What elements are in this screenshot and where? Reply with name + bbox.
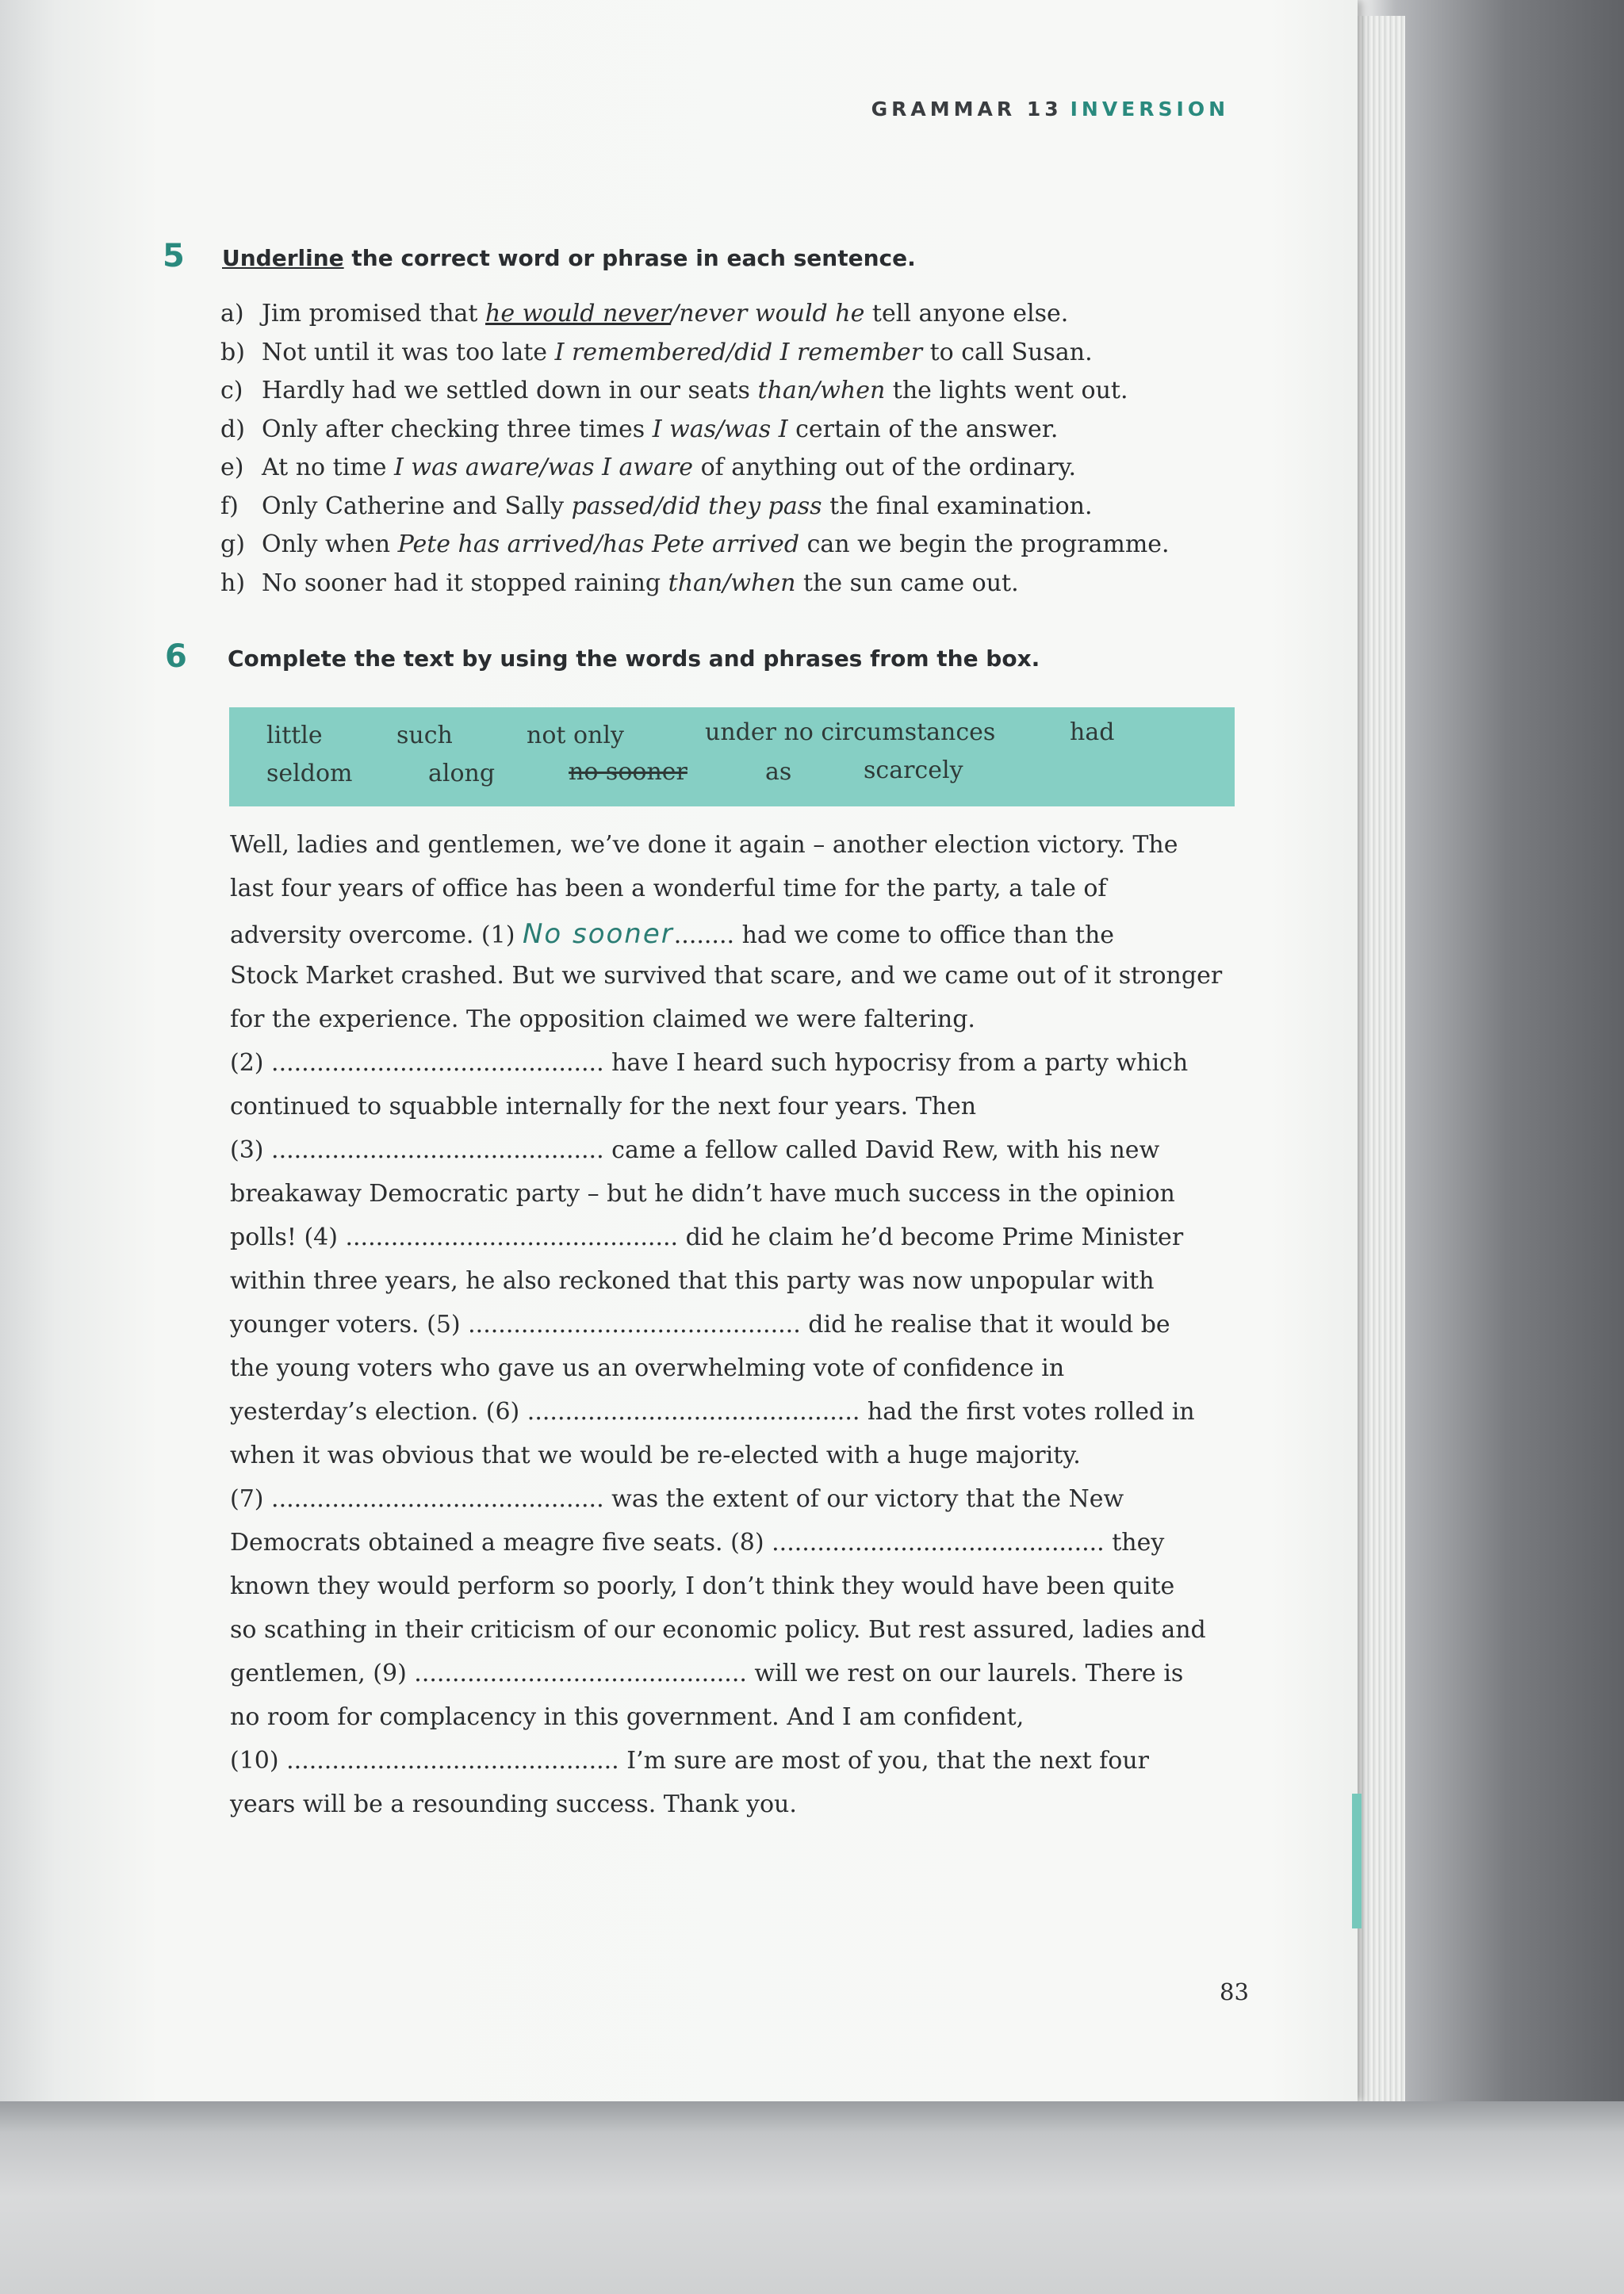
option-1[interactable]: Pete has arrived [397, 530, 595, 558]
passage-line: when it was obvious that we would be re-elected with a huge majority. [230, 1442, 1081, 1469]
option-2[interactable]: was I [724, 415, 788, 443]
word-box-item: had [1070, 718, 1115, 746]
passage-line: younger voters. (5) ............................................ did he realise that it would be [230, 1311, 1170, 1338]
handwritten-answer: No sooner [522, 918, 674, 950]
passage-line: so scathing in their criticism of our economic policy. But rest assured, ladies and [230, 1616, 1206, 1644]
option-1[interactable]: he would never [485, 300, 672, 327]
option-2[interactable]: did I remember [734, 338, 923, 366]
exercise-item: g) Only when Pete has arrived/has Pete arrived can we begin the programme. [220, 530, 1170, 558]
exercise-6-instruction: Complete the text by using the words and phrases from the box. [228, 645, 1040, 672]
passage-line: polls! (4) ............................................ did he claim he’d become Prime Minister [230, 1224, 1184, 1251]
word-box-item: scarcely [864, 756, 963, 784]
word-box-item: under no circumstances [705, 718, 996, 746]
scan-bottom-shadow [0, 2101, 1624, 2294]
option-1[interactable]: passed [571, 492, 655, 520]
passage-line: within three years, he also reckoned that this party was now unpopular with [230, 1267, 1155, 1295]
option-2[interactable]: when [730, 569, 796, 597]
exercise-5-items [220, 295, 1251, 603]
passage-line: breakaway Democratic party – but he didn’t have much success in the opinion [230, 1180, 1175, 1208]
exercise-item: h) No sooner had it stopped raining than/when the sun came out. [220, 569, 1019, 597]
option-2[interactable]: did they pass [662, 492, 822, 520]
option-2[interactable]: has Pete arrived [602, 530, 800, 558]
passage-line: (3) ............................................ came a fellow called David Rew, with his new [230, 1136, 1160, 1164]
word-box-item-crossed-out: no sooner [569, 758, 688, 786]
option-2[interactable]: when [820, 377, 886, 404]
passage-line: gentlemen, (9) ............................................ will we rest on our laurels. There is [230, 1660, 1184, 1687]
instruction-rest: the correct word or phrase in each sentence. [343, 245, 916, 271]
option-1[interactable]: I was [652, 415, 717, 443]
exercise-item: c) Hardly had we settled down in our seats than/when the lights went out. [220, 377, 1128, 404]
running-head-section: INVERSION [1070, 98, 1229, 121]
running-head-title: GRAMMAR 13 [871, 98, 1063, 121]
exercise-5-number: 5 [163, 238, 185, 274]
passage-line: no room for complacency in this government. And I am confident, [230, 1703, 1025, 1731]
word-box [229, 707, 1235, 806]
word-box-item: as [765, 758, 792, 786]
exercise-item: b) Not until it was too late I remembered/did I remember to call Susan. [220, 338, 1093, 366]
passage-line: Stock Market crashed. But we survived that scare, and we came out of it stronger [230, 962, 1223, 990]
instruction-underline-word: Underline [222, 245, 344, 271]
passage-line: for the experience. The opposition claimed we were faltering. [230, 1005, 975, 1033]
passage-line: (2) ............................................ have I heard such hypocrisy from a party which [230, 1049, 1189, 1077]
option-2[interactable]: was I aware [547, 454, 694, 481]
exercise-6-number: 6 [165, 638, 187, 675]
passage-line: last four years of office has been a wonderful time for the party, a tale of [230, 875, 1107, 902]
exercise-item: e) At no time I was aware/was I aware of anything out of the ordinary. [220, 454, 1077, 481]
option-1[interactable]: than [668, 569, 723, 597]
passage-line: years will be a resounding success. Thank you. [230, 1790, 797, 1818]
passage-line: (7) ............................................ was the extent of our victory that the New [230, 1485, 1124, 1513]
passage-line: continued to squabble internally for the next four years. Then [230, 1093, 977, 1120]
option-1[interactable]: I was aware [394, 454, 540, 481]
passage-line: adversity overcome. (1) No sooner........ had we come to office than the [230, 918, 1115, 950]
option-1[interactable]: I remembered [554, 338, 726, 366]
chapter-thumb-tab [1352, 1794, 1362, 1928]
page-number: 83 [1220, 1978, 1249, 2005]
passage-line: known they would perform so poorly, I don’t think they would have been quite [230, 1572, 1175, 1600]
exercise-5-instruction [222, 245, 916, 271]
word-box-item: little [266, 722, 323, 749]
exercise-item: d) Only after checking three times I was/was I certain of the answer. [220, 415, 1059, 443]
word-box-item: not only [527, 722, 624, 749]
word-box-item: along [428, 760, 496, 787]
exercise-item: a) Jim promised that he would never/never would he tell anyone else. [220, 300, 1069, 327]
running-head [871, 98, 1229, 121]
option-2[interactable]: never would he [679, 300, 865, 327]
exercise-item: f) Only Catherine and Sally passed/did they pass the final examination. [220, 492, 1093, 520]
passage-line: the young voters who gave us an overwhelming vote of confidence in [230, 1354, 1065, 1382]
word-box-item: seldom [266, 760, 353, 787]
passage-line: yesterday’s election. (6) ............................................ had the first votes rolled in [230, 1398, 1195, 1426]
book-page-edges [1358, 16, 1405, 2109]
passage-line: (10) ............................................ I’m sure are most of you, that the next four [230, 1747, 1150, 1775]
passage-line: Well, ladies and gentlemen, we’ve done it again – another election victory. The [230, 831, 1178, 859]
passage-line: Democrats obtained a meagre five seats. (8) ............................................ they [230, 1529, 1165, 1557]
option-1[interactable]: than [757, 377, 813, 404]
word-box-item: such [396, 722, 453, 749]
